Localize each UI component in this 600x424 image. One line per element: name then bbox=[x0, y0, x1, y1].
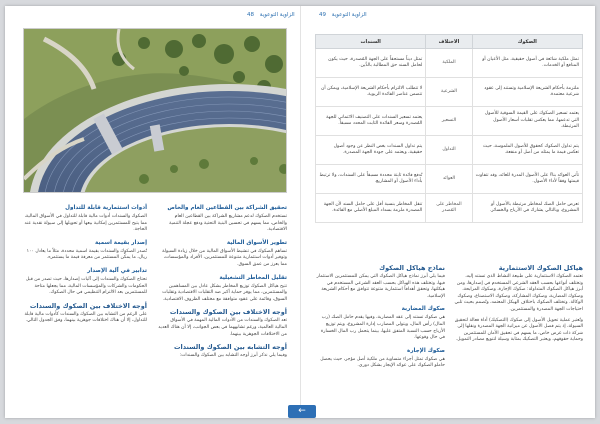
header-title: الزاوية التوعوية bbox=[331, 12, 367, 18]
section-paragraph: الصكوك والسندات أدوات مالية قابلة للتداول في الأسواق المالية، مما يتيح للمستثمرين إمكانية بيعها أو تحويلها إلى سيولة نقدية عند الحاجة. bbox=[24, 214, 147, 233]
section-heading: تدابير في آلية الإصدار bbox=[87, 267, 147, 274]
table-row bbox=[316, 49, 583, 78]
ring-building-aerial-photo bbox=[23, 28, 287, 193]
section-heading: إصدار بقيمة اسمية bbox=[95, 239, 147, 246]
table-row-label: التداول bbox=[426, 136, 472, 165]
table-row-label: الشرعية bbox=[426, 78, 472, 107]
left-page-left-column bbox=[19, 199, 147, 325]
section-paragraph: وفيما يلي نذكر أبرز أوجه التشابه بين الصكوك والسندات: bbox=[179, 353, 287, 359]
table-row-label: المخاطر على المُصدر bbox=[426, 194, 472, 223]
section-paragraph: تساهم الصكوك في تنشيط الأسواق المالية من خلال زيادة السيولة وتوفير أدوات استثمارية متنوعة للمستثمرين، الأفراد والمؤسسات، مما يعزز من عمق السوق. bbox=[162, 248, 287, 267]
table-cell: يعتمد تسعير الصكوك على القيمة السوقية للأصول التي تدعمها، مما يعكس تقلبات أسعار الأصول المرتبطة. bbox=[472, 107, 582, 136]
table-cell: تمثل ديناً مستحقاً على الجهة المُصدرة، حيث يكون لحامل السند حق المطالبة بالدَّين. bbox=[316, 49, 426, 78]
table-row bbox=[316, 194, 583, 223]
left-page-header bbox=[243, 12, 295, 18]
section-heading: صكوك الإجارة bbox=[407, 347, 445, 354]
table-cell: تنقل المخاطر بنسبة أقل على حامل السند لأن الجهة المصدرة ملزمة بسداد المبلغ الأصلي مع الفائدة. bbox=[316, 194, 426, 223]
document-spread bbox=[5, 6, 595, 418]
table-cell: تمثل ملكية شائعة في أصول حقيقية، مثل الأعيان أو المنافع أو الخدمات. bbox=[472, 49, 582, 78]
column-header: الاختلاف bbox=[426, 35, 472, 49]
section-heading: تقليل المخاطر التشغيلية bbox=[219, 274, 287, 281]
left-page-right-column bbox=[157, 199, 287, 360]
right-page-header bbox=[315, 12, 367, 18]
comparison-table bbox=[315, 34, 583, 223]
section-heading: أوجه الاختلاف بين الصكوك والسندات bbox=[29, 301, 147, 310]
table-body bbox=[316, 49, 583, 223]
section-paragraph: تتيح هياكل الصكوك توزيع المخاطر بشكل عادل بين المساهمين والمستثمرين، مما يوفر حماية أكبر ضد التقلبات الاقتصادية وتقلبات السوق، وقائمة على عقود متوافقة مع مختلف الظروف الاقتصادية. bbox=[162, 283, 287, 302]
section-paragraph: تُصدر الصكوك والسندات بقيمة اسمية محددة، مثلاً ما يعادل ١٠٠ ريال، ما يمكّن المستثمر من معرفة قيمة ما يستثمره. bbox=[26, 248, 147, 261]
table-row-label: التسعير bbox=[426, 107, 472, 136]
table-cell: تأتي العوائد بناءً على الأصول المدرة للعائد، وقد تتفاوت قيمتها وفقاً لأداء الأصول. bbox=[472, 165, 582, 194]
section-heading: نماذج هياكل الصكوك bbox=[379, 264, 445, 272]
section-paragraph: هي صكوك تستند إلى عقد المضاربة، وفيها يقدم حامل الصك (رب المال) رأس المال، ويتولى المضارب إدارة المشروع، ويتم توزيع الأرباح حسب النسبة المتفق عليها، بينما يتحمل رب المال الخسارة في حال وقوعها. bbox=[320, 315, 445, 341]
section-paragraph: تعتمد الصكوك الاستثمارية على طبيعة النشاط الذي تستند إليه، وتختلف أنواعها بحسب العقد الشرعي المستخدم في إصدارها، ومن أبرز هياكل الصكوك المتداولة: صكوك الإجارة، وصكوك المرابحة، وصكوك المضاربة، وصكوك المشاركة، وصكوك الاستصناع، وصكوك الوكالة. وتختلف الصكوك باختلاف الهيكل المعتمد، وتُصمم بحيث تلبي احتياجات الجهة المصدرة والمستثمرين. bbox=[454, 274, 583, 312]
table-cell: يعتمد تسعير السندات على التصنيف الائتماني للجهة المُصدرة وسعر الفائدة الثابت المحدد مسبقاً. bbox=[316, 107, 426, 136]
table-cell: لا تتطلب الالتزام بأحكام الشريعة الإسلامية، ويمكن أن تتضمن عناصر الفائدة الربوية. bbox=[316, 78, 426, 107]
left-page bbox=[5, 6, 300, 418]
table-row bbox=[316, 136, 583, 165]
section-paragraph: فيما يلي أبرز نماذج هياكل الصكوك التي يمكن للمستثمرين الاستثمار فيها، وتختلف هذه الهياكل بحسب العقد الشرعي المستخدم في هيكلتها، وتحقق أهدافاً استثمارية متنوعة تتوافق مع أحكام الشريعة الإسلامية. bbox=[316, 274, 445, 299]
table-cell: تعرض حامل الصك لمخاطر مرتبطة بالأصول أو المشروع، وبالتالي يشارك في الأرباح والخسائر. bbox=[472, 194, 582, 223]
right-page-left-column bbox=[315, 259, 445, 370]
next-page-button[interactable] bbox=[288, 405, 316, 418]
section-paragraph: هي صكوك تمثل أجزاء متساوية من ملكية أصل مؤجر، حيث يحصل حاملو الصكوك على عوائد الإيجار بشكل دوري. bbox=[320, 356, 445, 369]
section-paragraph: على الرغم من التشابه بين الصكوك والسندات كأدوات مالية قابلة للتداول، إلا أن هناك اختلافات جوهرية بينهما، وفق الجدول التالي. bbox=[24, 311, 147, 324]
table-row bbox=[316, 165, 583, 194]
right-page-right-column bbox=[453, 259, 583, 344]
page-number: 48 bbox=[247, 12, 254, 18]
column-header: الصكوك bbox=[472, 35, 582, 49]
table-cell: تُدفع فائدة ثابتة محددة مسبقاً على السندات، ولا ترتبط بأداء الأصول أو المشاريع. bbox=[316, 165, 426, 194]
section-heading: هياكل الصكوك الاستثمارية bbox=[498, 264, 583, 272]
table-cell: ملتزمة بأحكام الشريعة الإسلامية وتستند إلى عقود شرعية معتمدة. bbox=[472, 78, 582, 107]
section-heading: أوجه الاختلاف بين الصكوك والسندات bbox=[169, 308, 287, 317]
right-page bbox=[301, 6, 595, 418]
table-cell: يتم تداول الصكوك كحقوق للأصول الملموسة، حيث تعكس قيمة ما يمثله من أصل أو منفعة. bbox=[472, 136, 582, 165]
header-title: الزاوية التوعوية bbox=[259, 12, 295, 18]
section-paragraph: تستخدم الصكوك لدعم مشاريع الشراكة بين القطاعين العام والخاص، مما يسهم في تحسين البنية التحتية ودفع عجلة التنمية الاقتصادية. bbox=[169, 214, 287, 233]
aerial-photo-illustration bbox=[24, 29, 286, 192]
table-cell: يتم تداول السندات بغض النظر عن وجود أصول حقيقية، ويعتمد على جودة الجهة المصدرة. bbox=[316, 136, 426, 165]
table-header-row bbox=[316, 35, 583, 49]
section-heading: تطوير الأسواق المالية bbox=[226, 239, 287, 246]
table-row bbox=[316, 107, 583, 136]
section-heading: صكوك المضاربة bbox=[401, 306, 445, 313]
table-row-label: العوائد bbox=[426, 165, 472, 194]
column-header: السندات bbox=[316, 35, 426, 49]
section-heading: تحقيق الشراكة بين القطاعين العام والخاص bbox=[167, 205, 287, 211]
section-paragraph: تحتاج الصكوك والسندات إلى آليات إصدارها، حيث تصدر من قبل الحكومات والشركات والمؤسسات المالية، مما يجعلها متاحة للمستثمرين بعد الالتزام التنظيمي في حال الصكوك. bbox=[25, 276, 147, 296]
section-paragraph: وتُعتبر عملية تحويل الأصول إلى صكوك (التصكيك) أداة فعالة لتحقيق السيولة، إذ يتم فصل الأصول عن ميزانية الجهة المصدرة ونقلها إلى شركة ذات غرض خاص، ما يسهم في تحقيق الأمان للمستثمرين وحماية حقوقهم، ويعتبر التصكيك بمثابة وسيلة لتنويع مصادر التمويل. bbox=[454, 317, 583, 343]
arrow-left-icon: ← bbox=[298, 406, 306, 416]
section-heading: أدوات استثمارية قابلة للتداول bbox=[65, 205, 147, 211]
table-row-label: الملكية bbox=[426, 49, 472, 78]
section-paragraph: تعد الصكوك والسندات من الأدوات المالية المهمة في الأسواق المالية العالمية، ورغم تشابههما في بعض الجوانب، إلا أن هناك العديد من الاختلافات الجوهرية بينهما. bbox=[158, 318, 287, 337]
table-row bbox=[316, 78, 583, 107]
page-number: 49 bbox=[319, 12, 326, 18]
section-heading: أوجه التشابه بين الصكوك والسندات bbox=[173, 343, 287, 352]
